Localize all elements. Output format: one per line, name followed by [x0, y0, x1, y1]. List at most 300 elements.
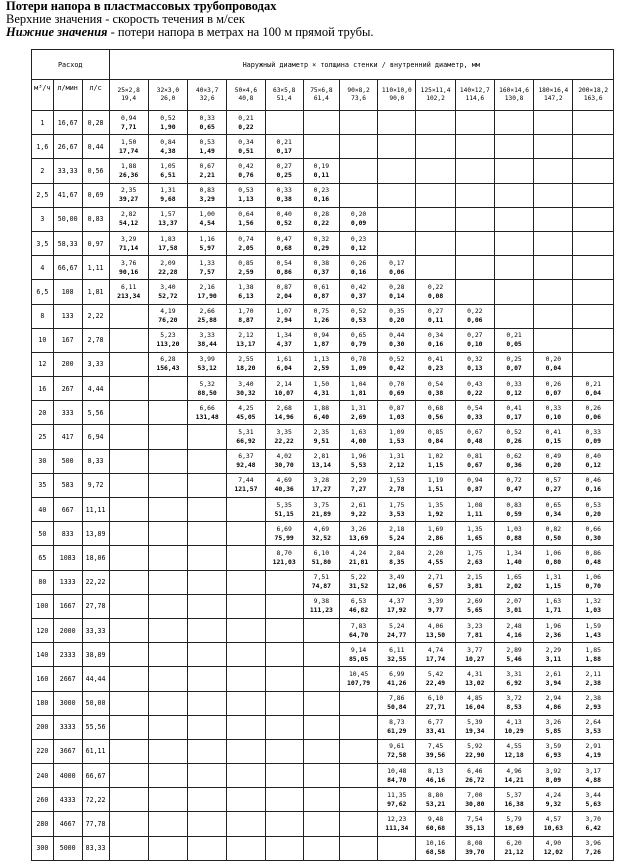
head-loss-value: 10,29: [504, 727, 524, 736]
value-cell: [227, 618, 265, 642]
head-loss-value: 0,79: [350, 340, 367, 349]
value-cell: [494, 159, 533, 183]
velocity-value: 1,88: [120, 161, 137, 170]
value-cell: [109, 473, 148, 497]
velocity-value: 0,47: [276, 234, 292, 243]
value-cell: [378, 401, 416, 425]
velocity-value: 4,90: [545, 839, 562, 848]
head-loss-value: 68,58: [425, 848, 446, 857]
velocity-value: 1,06: [585, 573, 601, 582]
head-loss-value: 21,12: [504, 848, 524, 857]
value-cell: [265, 667, 303, 691]
value-cell: [494, 788, 533, 812]
velocity-value: 1,88: [313, 403, 330, 412]
value-cell: [227, 570, 265, 594]
value-cell: [265, 618, 303, 642]
flow-cell: 2333: [53, 643, 82, 667]
flow-cell: 5,56: [82, 401, 109, 425]
value-cell: [188, 667, 227, 691]
velocity-value: 5,24: [389, 621, 405, 630]
table-row: [32, 135, 614, 159]
head-loss-value: 22,22: [274, 437, 294, 446]
head-loss-value: 92,48: [236, 461, 256, 470]
head-loss-value: 0,07: [506, 364, 522, 373]
value-cell: [534, 812, 573, 836]
head-loss-value: 18,69: [504, 824, 524, 833]
table-row: [32, 498, 614, 522]
head-loss-value: 0,07: [545, 388, 562, 397]
head-loss-value: 17,58: [158, 243, 178, 252]
value-cell: [339, 618, 377, 642]
velocity-value: 4,74: [427, 645, 444, 654]
head-loss-value: 0,47: [506, 485, 522, 494]
head-loss-value: 38,44: [197, 340, 217, 349]
flow-cell: 11,11: [82, 498, 109, 522]
value-cell: [416, 739, 455, 763]
velocity-value: 2,64: [585, 718, 601, 727]
head-loss-value: 41,26: [387, 678, 407, 687]
head-loss-value: 30,32: [236, 388, 256, 397]
value-cell: [455, 207, 494, 231]
table-row: [32, 739, 614, 763]
head-loss-value: 30,70: [274, 461, 294, 470]
value-cell: [227, 546, 265, 570]
velocity-value: 0,34: [427, 331, 444, 340]
velocity-value: 0,40: [585, 452, 601, 461]
flow-cell: 267: [53, 377, 82, 401]
velocity-value: 1,35: [467, 524, 483, 533]
velocity-value: 1,38: [238, 282, 254, 291]
value-cell: [109, 594, 148, 618]
value-cell: [534, 183, 573, 207]
value-cell: [455, 836, 494, 860]
velocity-value: 4,69: [276, 476, 292, 485]
value-cell: [378, 788, 416, 812]
head-loss-value: 8,09: [545, 775, 562, 784]
value-cell: [534, 739, 573, 763]
value-cell: [494, 304, 533, 328]
velocity-value: 3,49: [389, 573, 405, 582]
value-cell: [227, 183, 265, 207]
value-cell: [534, 643, 573, 667]
value-cell: [339, 449, 377, 473]
value-cell: [227, 111, 265, 135]
value-cell: [148, 812, 187, 836]
value-cell: [378, 231, 416, 255]
velocity-value: 0,53: [585, 500, 601, 509]
value-cell: [339, 788, 377, 812]
head-loss-value: 2,05: [238, 243, 254, 252]
value-cell: [303, 788, 339, 812]
diameter-group-header: Наружный диаметр × толщина стенки / внутренний диаметр, мм: [109, 50, 613, 80]
head-loss-value: 90,16: [119, 267, 139, 276]
value-cell: [109, 352, 148, 376]
value-cell: [416, 618, 455, 642]
velocity-value: 6,10: [313, 548, 330, 557]
value-cell: [378, 594, 416, 618]
value-cell: [416, 135, 455, 159]
value-cell: [416, 256, 455, 280]
page-header: [6, 0, 626, 39]
value-cell: [303, 522, 339, 546]
velocity-value: 1,32: [585, 597, 601, 606]
value-cell: [494, 691, 533, 715]
head-loss-value: 51,15: [274, 509, 294, 518]
value-cell: [265, 352, 303, 376]
diameter-column-header: [416, 80, 455, 111]
head-loss-value: 66,92: [236, 437, 256, 446]
value-cell: [109, 788, 148, 812]
value-cell: [303, 377, 339, 401]
value-cell: [455, 546, 494, 570]
value-cell: [148, 715, 187, 739]
value-cell: [455, 498, 494, 522]
velocity-value: 9,38: [313, 597, 330, 606]
velocity-value: 5,31: [238, 428, 254, 437]
head-loss-value: 16,04: [465, 703, 485, 712]
head-loss-value: 17,74: [425, 654, 446, 663]
flow-cell: 50: [32, 522, 54, 546]
table-row: [32, 594, 614, 618]
velocity-value: 1,53: [389, 476, 405, 485]
flow-cell: 27,78: [82, 594, 109, 618]
diameter-column-header: [109, 80, 148, 111]
velocity-value: 2,66: [199, 307, 215, 316]
head-loss-value: 0,17: [506, 412, 522, 421]
value-cell: [573, 691, 614, 715]
value-cell: [573, 280, 614, 304]
value-cell: [416, 159, 455, 183]
value-cell: [303, 256, 339, 280]
velocity-value: 0,42: [238, 161, 254, 170]
value-cell: [227, 836, 265, 860]
velocity-value: 5,32: [199, 379, 215, 388]
value-cell: [303, 328, 339, 352]
head-loss-value: 0,38: [427, 388, 444, 397]
inner-diameter-label: 102,2: [426, 95, 445, 102]
value-cell: [534, 449, 573, 473]
velocity-value: 0,52: [160, 113, 176, 122]
value-cell: [534, 231, 573, 255]
value-cell: [188, 425, 227, 449]
table-row: [32, 231, 614, 255]
head-loss-value: 12,06: [387, 582, 407, 591]
head-loss-value: 2,02: [506, 582, 522, 591]
velocity-value: 0,41: [545, 428, 562, 437]
head-loss-value: 4,16: [506, 630, 522, 639]
velocity-value: 0,23: [313, 186, 330, 195]
head-loss-value: 0,87: [313, 291, 330, 300]
head-loss-value: 2,69: [350, 412, 367, 421]
diameter-column-header: [265, 80, 303, 111]
value-cell: [455, 594, 494, 618]
flow-cell: 0,97: [82, 231, 109, 255]
velocity-value: 0,25: [506, 355, 522, 364]
flow-cell: 280: [32, 812, 54, 836]
velocity-value: 4,24: [545, 790, 562, 799]
velocity-value: 0,74: [238, 234, 254, 243]
value-cell: [378, 473, 416, 497]
velocity-value: 2,48: [506, 621, 522, 630]
head-loss-value: 51,80: [311, 557, 331, 566]
value-cell: [494, 231, 533, 255]
flow-cell: 33,33: [82, 618, 109, 642]
value-cell: [265, 183, 303, 207]
value-cell: [534, 473, 573, 497]
velocity-value: 1,33: [199, 258, 215, 267]
value-cell: [534, 522, 573, 546]
head-loss-value: 0,23: [427, 364, 444, 373]
value-cell: [378, 667, 416, 691]
value-cell: [573, 304, 614, 328]
value-cell: [573, 473, 614, 497]
value-cell: [534, 207, 573, 231]
head-loss-value: 0,38: [276, 195, 292, 204]
value-cell: [573, 425, 614, 449]
velocity-value: 0,22: [427, 282, 444, 291]
value-cell: [148, 328, 187, 352]
head-loss-value: 39,27: [119, 195, 139, 204]
value-cell: [378, 256, 416, 280]
value-cell: [416, 425, 455, 449]
value-cell: [148, 352, 187, 376]
value-cell: [573, 618, 614, 642]
head-loss-value: 121,03: [272, 557, 296, 566]
value-cell: [494, 667, 533, 691]
velocity-value: 2,07: [506, 597, 522, 606]
value-cell: [455, 425, 494, 449]
velocity-value: 0,46: [585, 476, 601, 485]
velocity-value: 0,38: [313, 258, 330, 267]
value-cell: [265, 643, 303, 667]
velocity-value: 7,45: [427, 742, 444, 751]
flow-cell: 1083: [53, 546, 82, 570]
value-cell: [378, 328, 416, 352]
head-loss-value: 0,09: [585, 437, 601, 446]
value-cell: [339, 425, 377, 449]
head-loss-value: 50,84: [387, 703, 407, 712]
outer-diameter-label: 90×8,2: [347, 87, 370, 94]
velocity-value: 1,57: [160, 210, 176, 219]
head-loss-value: 2,36: [545, 630, 562, 639]
value-cell: [416, 715, 455, 739]
value-cell: [455, 667, 494, 691]
value-cell: [573, 570, 614, 594]
head-loss-value: 0,67: [467, 461, 483, 470]
value-cell: [339, 594, 377, 618]
value-cell: [494, 522, 533, 546]
head-loss-value: 40,36: [274, 485, 294, 494]
value-cell: [227, 377, 265, 401]
head-loss-value: 0,33: [467, 412, 483, 421]
velocity-value: 7,86: [389, 694, 405, 703]
value-cell: [303, 280, 339, 304]
head-loss-value: 107,79: [347, 678, 371, 687]
value-cell: [378, 352, 416, 376]
velocity-value: 0,41: [506, 403, 522, 412]
value-cell: [148, 207, 187, 231]
velocity-value: 1,34: [276, 331, 292, 340]
head-loss-value: 1,26: [313, 316, 330, 325]
value-cell: [534, 498, 573, 522]
value-cell: [303, 691, 339, 715]
flow-cell: 1: [32, 111, 54, 135]
head-loss-value: 13,37: [158, 219, 178, 228]
value-cell: [188, 812, 227, 836]
value-cell: [303, 836, 339, 860]
head-loss-value: 1,43: [585, 630, 601, 639]
value-cell: [573, 377, 614, 401]
value-cell: [148, 788, 187, 812]
velocity-value: 0,33: [276, 186, 292, 195]
value-cell: [188, 256, 227, 280]
flow-cell: 2667: [53, 667, 82, 691]
flow-column-header: л/с: [82, 80, 109, 111]
value-cell: [148, 304, 187, 328]
velocity-value: 1,63: [350, 428, 367, 437]
value-cell: [573, 667, 614, 691]
head-loss-value: 22,28: [158, 267, 178, 276]
value-cell: [109, 256, 148, 280]
value-cell: [148, 594, 187, 618]
velocity-value: 3,96: [585, 839, 601, 848]
value-cell: [188, 788, 227, 812]
velocity-value: 7,83: [350, 621, 367, 630]
value-cell: [416, 643, 455, 667]
inner-diameter-label: 130,8: [504, 95, 524, 102]
value-cell: [416, 352, 455, 376]
value-cell: [148, 256, 187, 280]
flow-cell: 50,00: [82, 691, 109, 715]
value-cell: [339, 522, 377, 546]
head-loss-value: 0,12: [506, 388, 522, 397]
velocity-value: 0,62: [506, 452, 522, 461]
value-cell: [339, 739, 377, 763]
velocity-value: 0,26: [350, 258, 367, 267]
outer-diameter-label: 125×11,4: [420, 87, 451, 94]
velocity-value: 8,80: [427, 790, 444, 799]
value-cell: [188, 570, 227, 594]
head-loss-value: 45,05: [236, 412, 256, 421]
velocity-value: 0,85: [238, 258, 254, 267]
head-loss-value: 2,86: [427, 533, 444, 542]
flow-cell: 80: [32, 570, 54, 594]
velocity-value: 1,35: [427, 500, 444, 509]
velocity-value: 6,99: [389, 669, 405, 678]
flow-cell: 16,67: [53, 111, 82, 135]
flow-cell: 0,44: [82, 135, 109, 159]
value-cell: [455, 691, 494, 715]
head-loss-value: 2,94: [276, 316, 292, 325]
value-cell: [416, 449, 455, 473]
velocity-value: 1,63: [545, 597, 562, 606]
head-loss-value: 0,16: [313, 195, 330, 204]
head-loss-value: 9,77: [427, 606, 444, 615]
value-cell: [416, 207, 455, 231]
head-loss-value: 0,22: [467, 388, 483, 397]
diameter-column-header: [227, 80, 265, 111]
value-cell: [534, 425, 573, 449]
table-row: [32, 618, 614, 642]
velocity-value: 3,59: [545, 742, 562, 751]
table-row: [32, 522, 614, 546]
head-loss-value: 0,48: [467, 437, 483, 446]
value-cell: [339, 183, 377, 207]
value-cell: [339, 377, 377, 401]
head-loss-value: 0,20: [585, 509, 601, 518]
value-cell: [303, 618, 339, 642]
value-cell: [455, 352, 494, 376]
value-cell: [534, 594, 573, 618]
velocity-value: 6,77: [427, 718, 444, 727]
head-loss-value: 6,51: [160, 170, 176, 179]
velocity-value: 0,72: [506, 476, 522, 485]
head-loss-value: 0,69: [389, 388, 405, 397]
head-loss-value: 13,14: [311, 461, 331, 470]
value-cell: [455, 183, 494, 207]
value-cell: [109, 618, 148, 642]
head-loss-value: 5,24: [389, 533, 405, 542]
head-loss-value: 0,52: [276, 219, 292, 228]
flow-cell: 2,22: [82, 304, 109, 328]
head-loss-value: 61,29: [387, 727, 407, 736]
velocity-value: 7,54: [467, 815, 483, 824]
velocity-value: 0,81: [467, 452, 483, 461]
head-loss-value: 111,23: [309, 606, 333, 615]
head-loss-value: 2,59: [313, 364, 330, 373]
flow-cell: 1667: [53, 594, 82, 618]
value-cell: [416, 667, 455, 691]
head-loss-value: 17,27: [311, 485, 331, 494]
value-cell: [303, 304, 339, 328]
head-loss-value: 0,88: [506, 533, 522, 542]
flow-cell: 667: [53, 498, 82, 522]
value-cell: [227, 280, 265, 304]
velocity-value: 1,61: [276, 355, 292, 364]
velocity-value: 0,40: [276, 210, 292, 219]
velocity-value: 8,70: [276, 548, 292, 557]
head-loss-value: 60,68: [425, 824, 446, 833]
head-loss-value: 17,92: [387, 606, 407, 615]
flow-cell: 4667: [53, 812, 82, 836]
inner-diameter-label: 163,6: [583, 95, 603, 102]
table-row: [32, 328, 614, 352]
velocity-value: 3,75: [313, 500, 330, 509]
inner-diameter-label: 90,0: [389, 95, 405, 102]
head-loss-value: 0,68: [276, 243, 292, 252]
velocity-value: 4,02: [276, 452, 292, 461]
flow-cell: 417: [53, 425, 82, 449]
velocity-value: 0,54: [467, 403, 483, 412]
value-cell: [378, 643, 416, 667]
value-cell: [416, 231, 455, 255]
flow-cell: 6,94: [82, 425, 109, 449]
value-cell: [339, 207, 377, 231]
value-cell: [227, 473, 265, 497]
velocity-value: 0,33: [199, 113, 215, 122]
value-cell: [227, 691, 265, 715]
diameter-column-header: [378, 80, 416, 111]
head-loss-value: 6,93: [545, 751, 562, 760]
head-loss-value: 7,57: [199, 267, 215, 276]
velocity-value: 2,84: [389, 548, 405, 557]
value-cell: [494, 812, 533, 836]
velocity-value: 1,31: [160, 186, 176, 195]
value-cell: [339, 256, 377, 280]
outer-diameter-label: 32×3,0: [156, 87, 180, 94]
flow-cell: 55,56: [82, 715, 109, 739]
value-cell: [573, 352, 614, 376]
